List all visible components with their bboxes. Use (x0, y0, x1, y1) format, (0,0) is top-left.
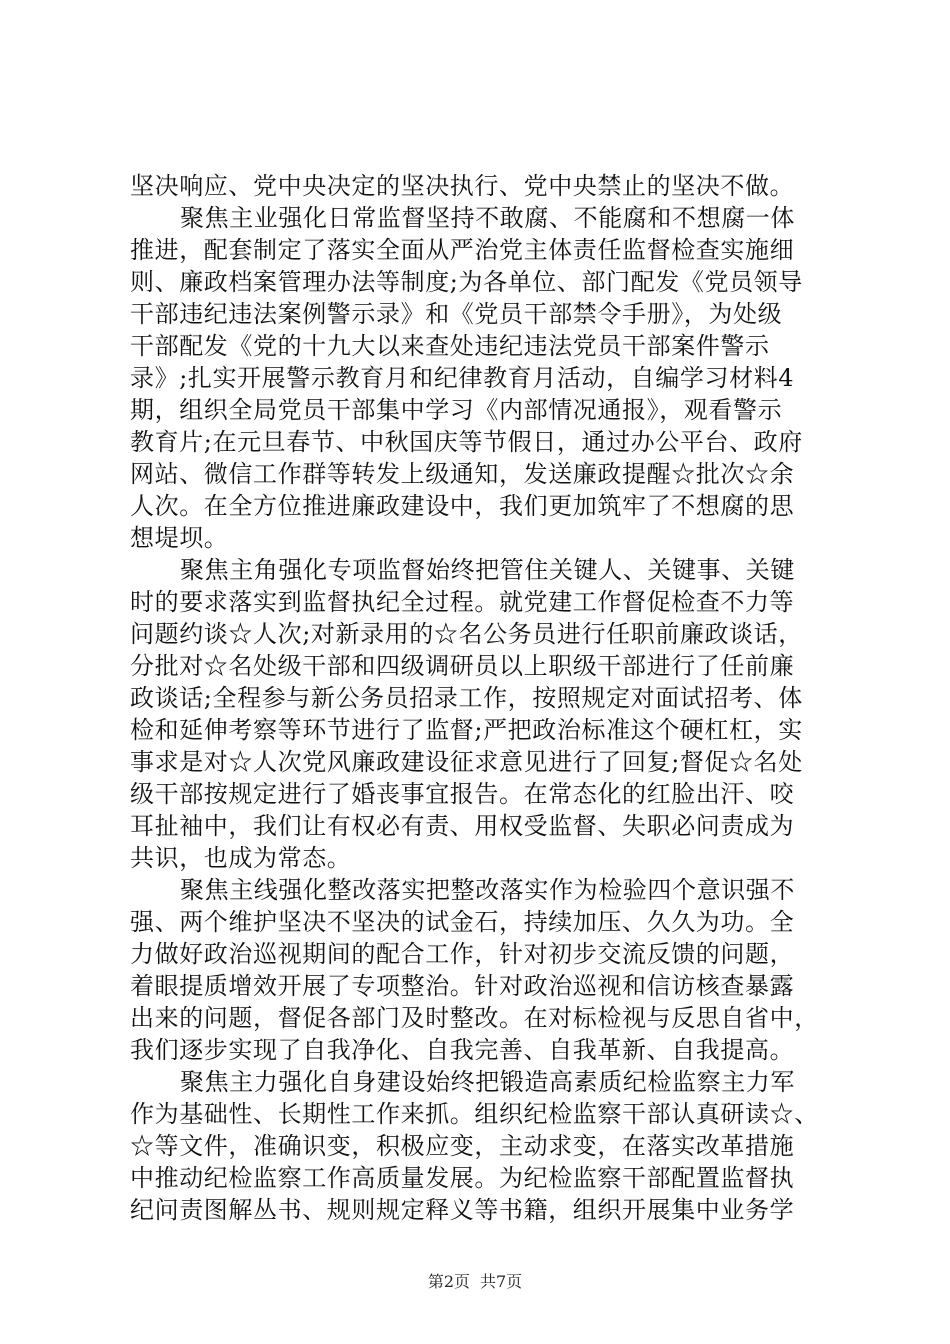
text-line: 坚决响应、党中央决定的坚决执行、党中央禁止的坚决不做。 (130, 172, 795, 200)
text-line: 期，组织全局党员干部集中学习《内部情况通报》，观看警示 (130, 396, 783, 424)
text-line: 则、廉政档案管理办法等制度;为各单位、部门配发《党员领导 (130, 268, 803, 296)
text-line: 推进，配套制定了落实全面从严治党主体责任监督检查实施细 (130, 236, 795, 264)
text-line: 教育片;在元旦春节、中秋国庆等节假日，通过办公平台、政府 (130, 428, 803, 456)
text-line: 纪问责图解丛书、规则规定释义等书籍，组织开展集中业务学 (130, 1196, 795, 1224)
text-line: 出来的问题，督促各部门及时整改。在对标检视与反思自省中， (130, 1004, 819, 1032)
text-line: 耳扯袖中，我们让有权必有责、用权受监督、失职必问责成为 (130, 812, 795, 840)
text-line: 网站、微信工作群等转发上级通知，发送廉政提醒☆批次☆余 (130, 460, 795, 488)
page-footer (0, 1272, 950, 1292)
text-line: 干部违纪违法案例警示录》和《党员干部禁令手册》，为处级 (130, 300, 783, 328)
page-total: 共7页 (480, 1272, 523, 1291)
text-line: 分批对☆名处级干部和四级调研员以上职级干部进行了任前廉 (130, 652, 795, 680)
text-line: 录》;扎实开展警示教育月和纪律教育月活动，自编学习材料4 (130, 364, 795, 392)
paragraph-start-line: 聚焦主业强化日常监督坚持不敢腐、不能腐和不想腐一体 (180, 204, 795, 232)
paragraph-start-line: 聚焦主线强化整改落实把整改落实作为检验四个意识强不 (180, 876, 795, 904)
text-line: 检和延伸考察等环节进行了监督;严把政治标准这个硬杠杠，实 (130, 716, 803, 744)
text-line: 人次。在全方位推进廉政建设中，我们更加筑牢了不想腐的思 (130, 492, 795, 520)
paragraph-start-line: 聚焦主角强化专项监督始终把管住关键人、关键事、关键 (180, 556, 795, 584)
text-line: ☆等文件，准确识变，积极应变，主动求变，在落实改革措施 (130, 1132, 795, 1160)
document-body (130, 170, 830, 1226)
text-line: 想堤坝。 (130, 524, 229, 552)
text-line: 共识，也成为常态。 (130, 844, 352, 872)
text-line: 级干部按规定进行了婚丧事宜报告。在常态化的红脸出汗、咬 (130, 780, 795, 808)
text-line: 时的要求落实到监督执纪全过程。就党建工作督促检查不力等 (130, 588, 795, 616)
text-line: 我们逐步实现了自我净化、自我完善、自我革新、自我提高。 (130, 1036, 795, 1064)
text-line: 事求是对☆人次党风廉政建设征求意见进行了回复;督促☆名处 (130, 748, 803, 776)
text-line: 作为基础性、长期性工作来抓。组织纪检监察干部认真研读☆、 (130, 1100, 819, 1128)
paragraph-start-line: 聚焦主力强化自身建设始终把锻造高素质纪检监察主力军 (180, 1068, 795, 1096)
text-line: 政谈话;全程参与新公务员招录工作，按照规定对面试招考、体 (130, 684, 803, 712)
page-number: 第2页 (427, 1272, 470, 1291)
text-line: 干部配发《党的十九大以来查处违纪违法党员干部案件警示 (130, 332, 770, 360)
text-line: 中推动纪检监察工作高质量发展。为纪检监察干部配置监督执 (130, 1164, 795, 1192)
text-line: 力做好政治巡视期间的配合工作，针对初步交流反馈的问题， (130, 940, 795, 968)
text-line: 问题约谈☆人次;对新录用的☆名公务员进行任职前廉政谈话， (130, 620, 803, 648)
text-line: 强、两个维护坚决不坚决的试金石，持续加压、久久为功。全 (130, 908, 795, 936)
text-line: 着眼提质增效开展了专项整治。针对政治巡视和信访核查暴露 (130, 972, 795, 1000)
